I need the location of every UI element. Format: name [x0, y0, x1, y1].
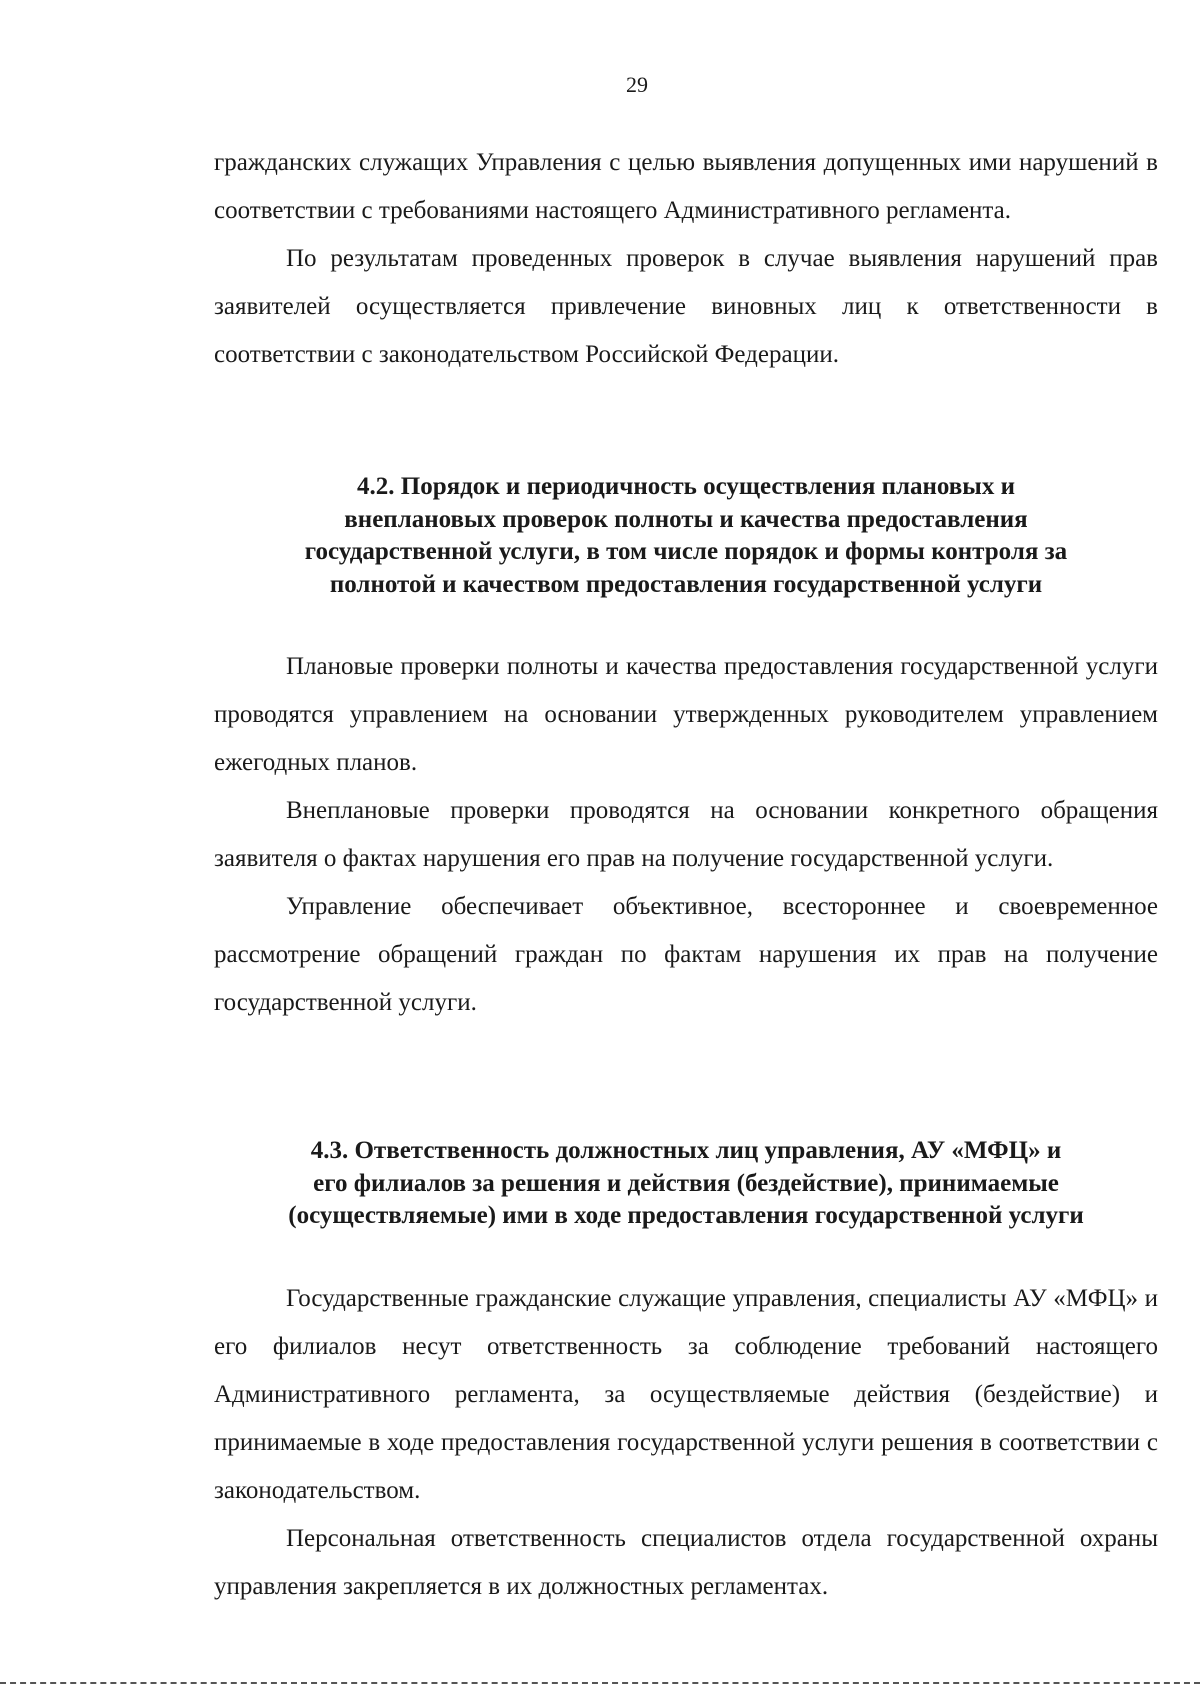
paragraph: Государственные гражданские служащие управления, специалисты АУ «МФЦ» и его филиалов несут ответственность за соблюдение требований настоящего Административного регламента, за осуществляемые действия (бездействие) и принимаемые в ходе предоставления государственной услуги решения в соответствии с законодательством.: [214, 1285, 1158, 1504]
heading-line: внеплановых проверок полноты и качества предоставления: [344, 505, 1028, 533]
page-number: 29: [626, 72, 648, 97]
heading-line: (осуществляемые) ими в ходе предоставления государственной услуги: [288, 1202, 1084, 1229]
heading-line: государственной услуги, в том числе порядок и формы контроля за: [304, 538, 1068, 565]
paragraph: гражданских служащих Управления с целью выявления допущенных ими нарушений в соответствии с требованиями настоящего Административного регламента.: [214, 149, 1158, 224]
section-heading-4-2: [214, 471, 1158, 601]
paragraph: По результатам проведенных проверок в случае выявления нарушений прав заявителей осуществляется привлечение виновных лиц к ответственности в соответствии с законодательством Российской Федерации.: [214, 245, 1158, 368]
footer-rule: [0, 1682, 1200, 1684]
text-block-4-3: [214, 1275, 1158, 1611]
heading-line: полнотой и качеством предоставления государственной услуги: [329, 570, 1043, 598]
text-block-4-2: [214, 643, 1158, 1027]
paragraph: Плановые проверки полноты и качества предоставления государственной услуги проводятся управлением на основании утвержденных руководителем управлением ежегодных планов.: [214, 653, 1158, 776]
paragraph: Персональная ответственность специалистов отдела государственной охраны управления закрепляется в их должностных регламентах.: [214, 1525, 1158, 1600]
paragraph: Внеплановые проверки проводятся на основании конкретного обращения заявителя о фактах нарушения его прав на получение государственной услуги.: [214, 797, 1158, 872]
section-heading-4-3: [214, 1135, 1158, 1233]
heading-line: его филиалов за решения и действия (бездействие), принимаемые: [313, 1169, 1059, 1197]
heading-line: 4.3. Ответственность должностных лиц управления, АУ «МФЦ» и: [310, 1137, 1062, 1164]
paragraph: Управление обеспечивает объективное, всестороннее и своевременное рассмотрение обращений граждан по фактам нарушения их прав на получение государственной услуги.: [214, 893, 1158, 1016]
heading-line: 4.2. Порядок и периодичность осуществления плановых и: [357, 473, 1015, 500]
text-block-intro: [214, 139, 1158, 379]
